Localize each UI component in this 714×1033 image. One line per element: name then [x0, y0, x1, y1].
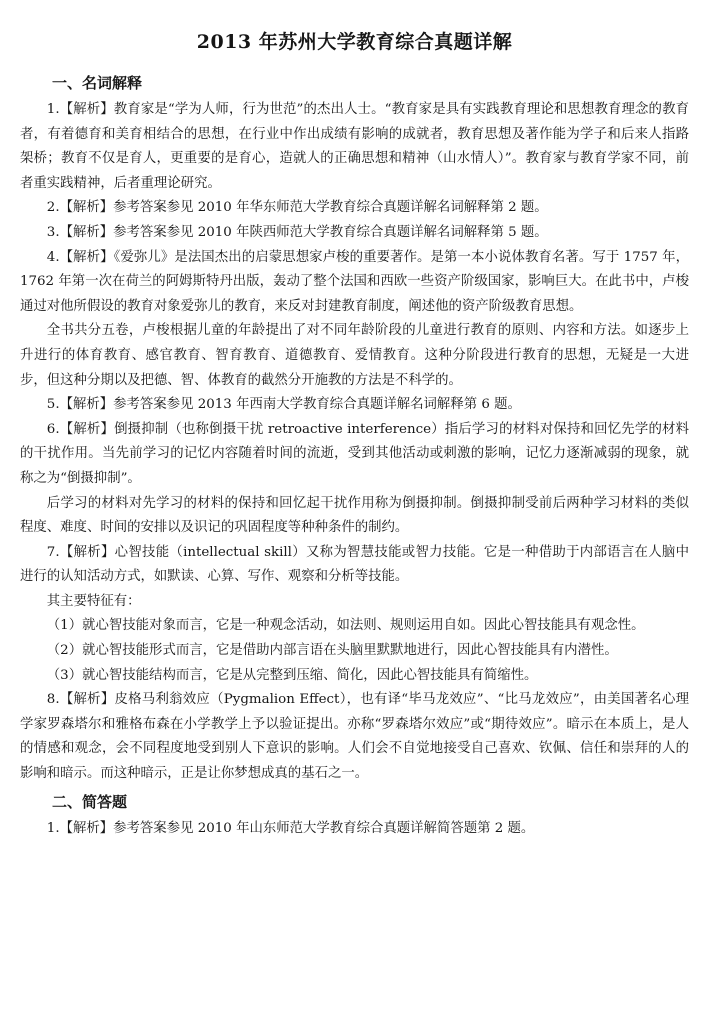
answer-paragraph-4-continued: 全书共分五卷，卢梭根据儿童的年龄提出了对不同年龄阶段的儿童进行教育的原则、内容和方法。如逐步上升进行的体育教育、感官教育、智育教育、道德教育、爱情教育。这种分阶段进行教育的思想，无疑是一大进步，但这种分期以及把德、智、体教育的截然分开施教的方法是不科学的。 — [20, 323, 689, 388]
answer-paragraph-5: 5.【解析】参考答案参见 2013 年西南大学教育综合真题详解名词解释第 6 题。 — [46, 397, 521, 413]
features-intro: 其主要特征有： — [46, 593, 141, 609]
feature-item-1: （1）就心智技能对象而言，它是一种观念活动，如法则、规则运用自如。因此心智技能具有观念性。 — [46, 618, 645, 634]
answer-paragraph-6: 6.【解析】倒摄抑制（也称倒摄干扰 retroactive interference）指后学习的材料对保持和回忆先学的材料的干扰作用。当先前学习的记忆内容随着时间的流逝，受到其他活动或刺激的影响，记忆力逐渐减弱的现象，就称之为“倒摄抑制”。 — [20, 421, 689, 486]
answer-paragraph-4: 4.【解析】《爱弥儿》是法国杰出的启蒙思想家卢梭的重要著作。是第一本小说体教育名著。写于 1757 年，1762 年第一次在荷兰的阿姆斯特丹出版，轰动了整个法国和西欧一些资产阶级国家，影响巨大。在此书中，卢梭通过对他所假设的教育对象爱弥儿的教育，来反对封建教育制度，阐述他的资产阶级教育思想。 — [20, 249, 689, 314]
page-title: 2013 年苏州大学教育综合真题详解 — [196, 31, 513, 53]
answer-paragraph-6-continued: 后学习的材料对先学习的材料的保持和回忆起干扰作用称为倒摄抑制。倒摄抑制受前后两种学习材料的类似程度、难度、时间的安排以及识记的巩固程度等种种条件的制约。 — [20, 495, 689, 536]
answer-paragraph-1: 1.【解析】教育家是“学为人师，行为世范”的杰出人士。“教育家是具有实践教育理论和思想教育理念的教育者，有着德育和美育相结合的思想，在行业中作出成绩有影响的成就者，教育思想及著作能为学子和后来人指路架桥；教育不仅是育人，更重要的是育心，造就人的正确思想和精神（山水情人）”。教育家与教育学家不同，前者重实践精神，后者重理论研究。 — [20, 102, 689, 191]
answer-paragraph-7: 7.【解析】心智技能（intellectual skill）又称为智慧技能或智力技能。它是一种借助于内部语言在人脑中进行的认知活动方式，如默读、心算、写作、观察和分析等技能。 — [20, 544, 689, 585]
short-answer-paragraph-1: 1.【解析】参考答案参见 2010 年山东师范大学教育综合真题详解简答题第 2 题。 — [46, 820, 535, 836]
feature-item-3: （3）就心智技能结构而言，它是从完整到压缩、简化，因此心智技能具有简缩性。 — [46, 667, 538, 683]
section-heading-terms: 一、名词解释 — [52, 74, 143, 92]
answer-paragraph-8: 8.【解析】皮格马利翁效应（Pygmalion Effect），也有译“毕马龙效应”、“比马龙效应”，由美国著名心理学家罗森塔尔和雅格布森在小学教学上予以验证提出。亦称“罗森塔尔效应”或“期待效应”。暗示在本质上，是人的情感和观念，会不同程度地受到别人下意识的影响。人们会不自觉地接受自己喜欢、钦佩、信任和崇拜的人的影响和暗示。而这种暗示，正是让你梦想成真的基石之一。 — [20, 692, 689, 782]
answer-paragraph-3: 3.【解析】参考答案参见 2010 年陕西师范大学教育综合真题详解名词解释第 5 题。 — [46, 224, 548, 240]
feature-item-2: （2）就心智技能形式而言，它是借助内部言语在头脑里默默地进行，因此心智技能具有内潜性。 — [46, 643, 618, 659]
section-heading-short-answer: 二、简答题 — [52, 792, 128, 811]
answer-paragraph-2: 2.【解析】参考答案参见 2010 年华东师范大学教育综合真题详解名词解释第 2 题。 — [46, 200, 548, 216]
